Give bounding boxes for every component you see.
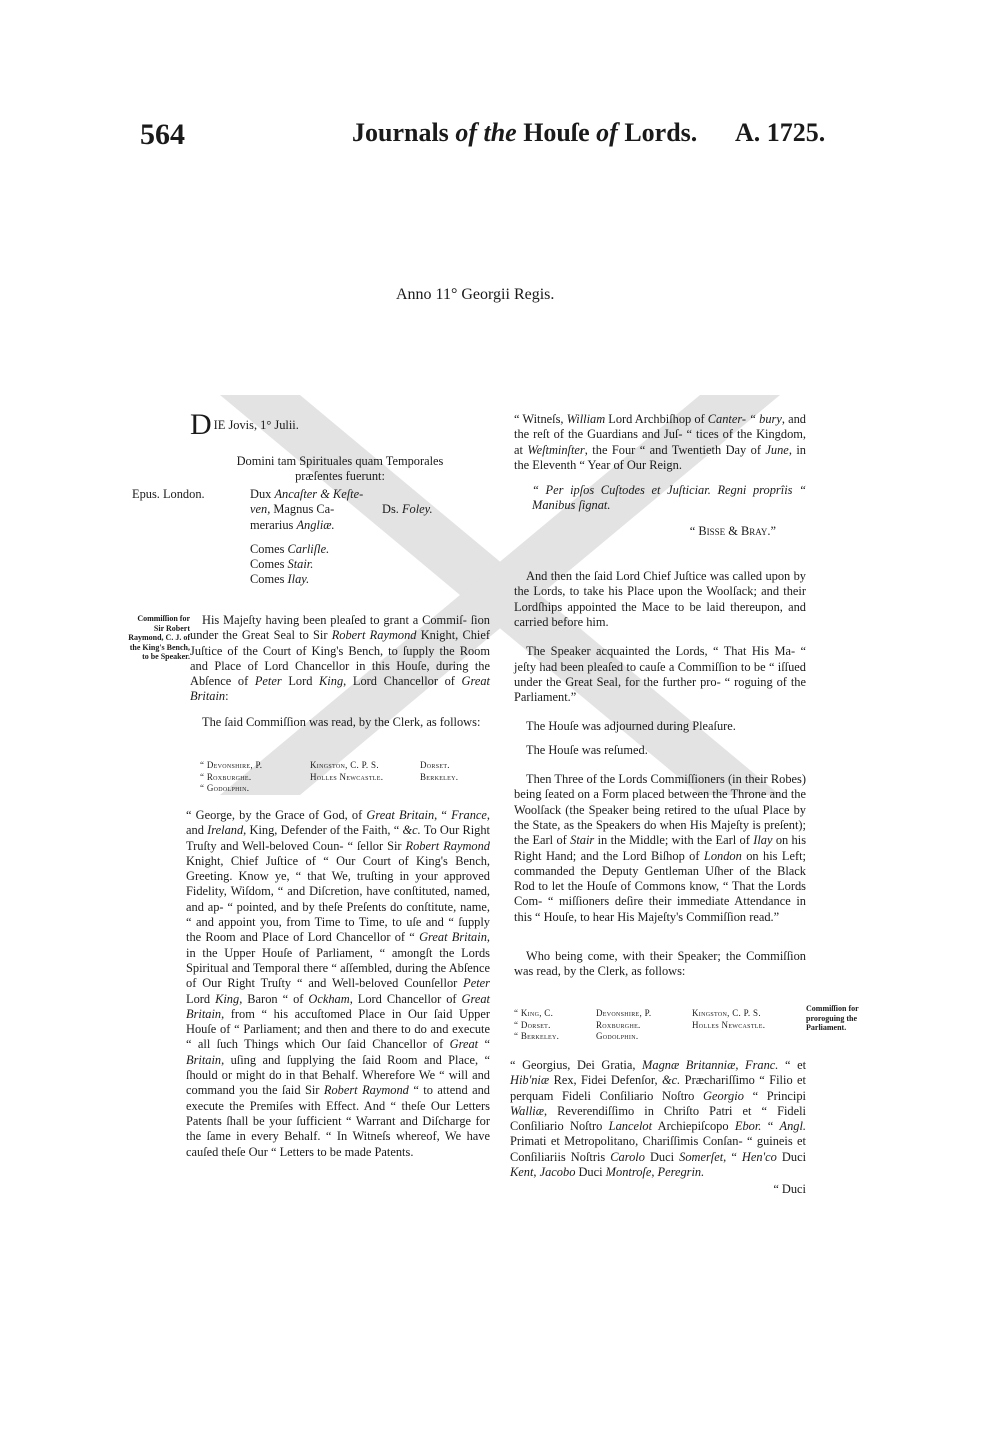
- para-speaker: The Speaker acquainted the Lords, “ That His Ma- “ jeſty had been pleaſed to cauſe a Commiſſion to be “ iſſued under the Great Seal, for the further pro- “ roguing of the Parliament.”: [514, 644, 806, 705]
- epus-london: Epus. London.: [132, 487, 205, 501]
- para-chief-justice: And then the ſaid Lord Chief Juſtice was called upon by the Lords, to take his Place upon the Woolſack; and their Lordſhips appointed the Mace to be laid thereupon, and carried before him.: [514, 569, 806, 629]
- running-title: Journals of the Houſe of Lords.: [352, 118, 698, 147]
- comes-stair: Comes Stair.: [250, 557, 314, 571]
- page-number: 564: [140, 118, 185, 151]
- left-column: [190, 408, 490, 485]
- margin-note-prorogue: Commiſſion for proroguing the Parliament.: [806, 1004, 859, 1032]
- comes-carlisle: Comes Carliſle.: [250, 542, 330, 556]
- running-year: A. 1725.: [735, 118, 826, 147]
- drop-cap: D: [190, 408, 212, 441]
- para-three-commissioners: Then Three of the Lords Commiſſioners (in their Robes) being ſeated on a Form placed between the Throne and the Woolſack (the Speaker being retired to the uſual Place by the State, as the Speakers do when His Majeſty is preſent); the Earl of Stair in the Middle; with the Earl of Ilay on his Right Hand; and the Lord Biſhop of London on his Left; commanded the Deputy Gentleman Uſher of the Black Rod to let the Houſe of Commons know, “ That the Lords Com- “ miſſioners deſire their immediate Attendance in this “ Houſe, to hear His Majeſty's Commiſſion read.”: [514, 772, 807, 924]
- para-who-being-come: Who being come, with their Speaker; the Commiſſion was read, by the Clerk, as follows:: [514, 949, 806, 979]
- anno-heading: Anno 11° Georgii Regis.: [396, 286, 555, 303]
- para-read: The ſaid Commiſſion was read, by the Clerk, as follows:: [202, 714, 481, 729]
- date-line: D IE Jovis, 1° Julii.: [190, 408, 299, 441]
- signers-right: “ King, C. Devonshire, P. Kingston, C. P. S. “ Dorset. Roxburghe. Holles Newcastle. “ Berkeley. Godolphin.: [514, 1008, 766, 1041]
- signers-left: “ Devonshire, P. Kingston, C. P. S. Dorset. “ Roxburghe. Holles Newcastle. Berkeley. “ Godolphin.: [200, 760, 459, 793]
- right-column: [514, 412, 806, 980]
- margin-note-raymond: Commiſſion for Sir Robert Raymond, C. J. of the King's Bench, to be Speaker.: [128, 614, 190, 661]
- para-adjourned: The Houſe was adjourned during Pleaſure.: [526, 719, 736, 734]
- georgius-text: “ Georgius, Dei Gratia, Magnæ Britanniæ, Franc. “ et Hib'niæ Rex, Fidei Defenſor, &c. Præchariſſimo “ Filio et perquam Fideli Conſiliario Noſtro Georgio “ Principi Walliæ, Reverendiſſimo in Chriſto Patri et “ Fideli Conſiliario Noſtro Lancelot Archiepiſcopo Ebor. “ Angl. Primati et Metropolitano, Chariſſimis Conſan- “ guineis et Conſiliariis Noſtris Carolo Duci Somerſet, “ Hen'co Duci Kent, Jacobo Duci Montroſe, Peregrin. “ Duci: [510, 1058, 807, 1197]
- lord-foley: Ds. Foley.: [382, 502, 433, 516]
- para-resumed: The Houſe was reſumed.: [526, 742, 648, 757]
- bisse-bray: “ Bisse & Bray.”: [689, 523, 776, 538]
- witness-clause: “ Witneſs, William Lord Archbiſhop of Canter- “ bury, and the reſt of the Guardians and Juſ- “ tices of the Kingdom, at Weſtminſter, the Four “ and Twentieth Day of June, in the Eleventh “ Year of Our Reign.: [514, 412, 806, 472]
- per-ipsos: “ Per ipſos Cuſtodes et Juſticiar. Regni proprîis “ Manibus ſignat.: [532, 483, 806, 513]
- commission-text: “ George, by the Grace of God, of Great Britain, “ France, and Ireland, King, Defender of the Faith, “ &c. To Our Right Truſty and Well-beloved Coun- “ ſellor Sir Robert Raymond Knight, Chief Juſtice of “ Our Court of King's Bench, Greeting. Know ye, “ that We, truſting in your approved Fidelity, Wiſdom, “ and Diſcretion, have conſtituted, named, and ap- “ pointed, and by theſe Preſents do conſtitute, name, “ and appoint you, from Time to Time, to uſe and “ ſupply the Room and Place of Lord Chancellor of “ Great Britain, in the Upper Houſe of Parliament, “ amongſt the Lords Spiritual and Temporal there “ aſſembled, during the Abſence of Our Right Truſty “ and Well-beloved Counſellor Peter Lord King, Baron “ of Ockham, Lord Chancellor of Great Britain, from “ his accuſtomed Place in Our ſaid Upper Houſe of “ Parliament; and then and there to do and execute “ all ſuch Things which Our ſaid Chancellor of Great “ Britain, uſing and ſupplying the ſaid Room and Place, “ ſhould or might do in that Behalf. Wherefore We “ will and command you the ſaid Sir Robert Raymond “ to attend and execute the Premiſes with Effect. And “ theſe Our Letters Patents ſhall be your ſufficient “ Warrant and Diſcharge for the ſame in every Behalf. “ In Witneſs whereof, We have cauſed theſe Our “ Letters to be made Patents.: [186, 808, 491, 1159]
- present-heading: Domini tam Spirituales quam Temporales præſentes fuerunt:: [236, 454, 444, 484]
- catchword: “ Duci: [773, 1182, 806, 1197]
- para-raymond: His Majeſty having been pleaſed to grant a Commiſ- ſion under the Great Seal to Sir Robert Raymond Knight, Chief Juſtice of the Court of King's Bench, to ſupply the Room and Place of Lord Chancellor in this Houſe, during the Abſence of Peter Lord King, Lord Chancellor of Great Britain: The ſaid Commiſſion was read, by the Clerk, as follows:: [190, 613, 490, 729]
- lord-ancaster: Dux Ancaſter & Keſte- ven, Magnus Ca- merarius Angliæ.: [250, 487, 364, 532]
- comes-ilay: Comes Ilay.: [250, 572, 310, 586]
